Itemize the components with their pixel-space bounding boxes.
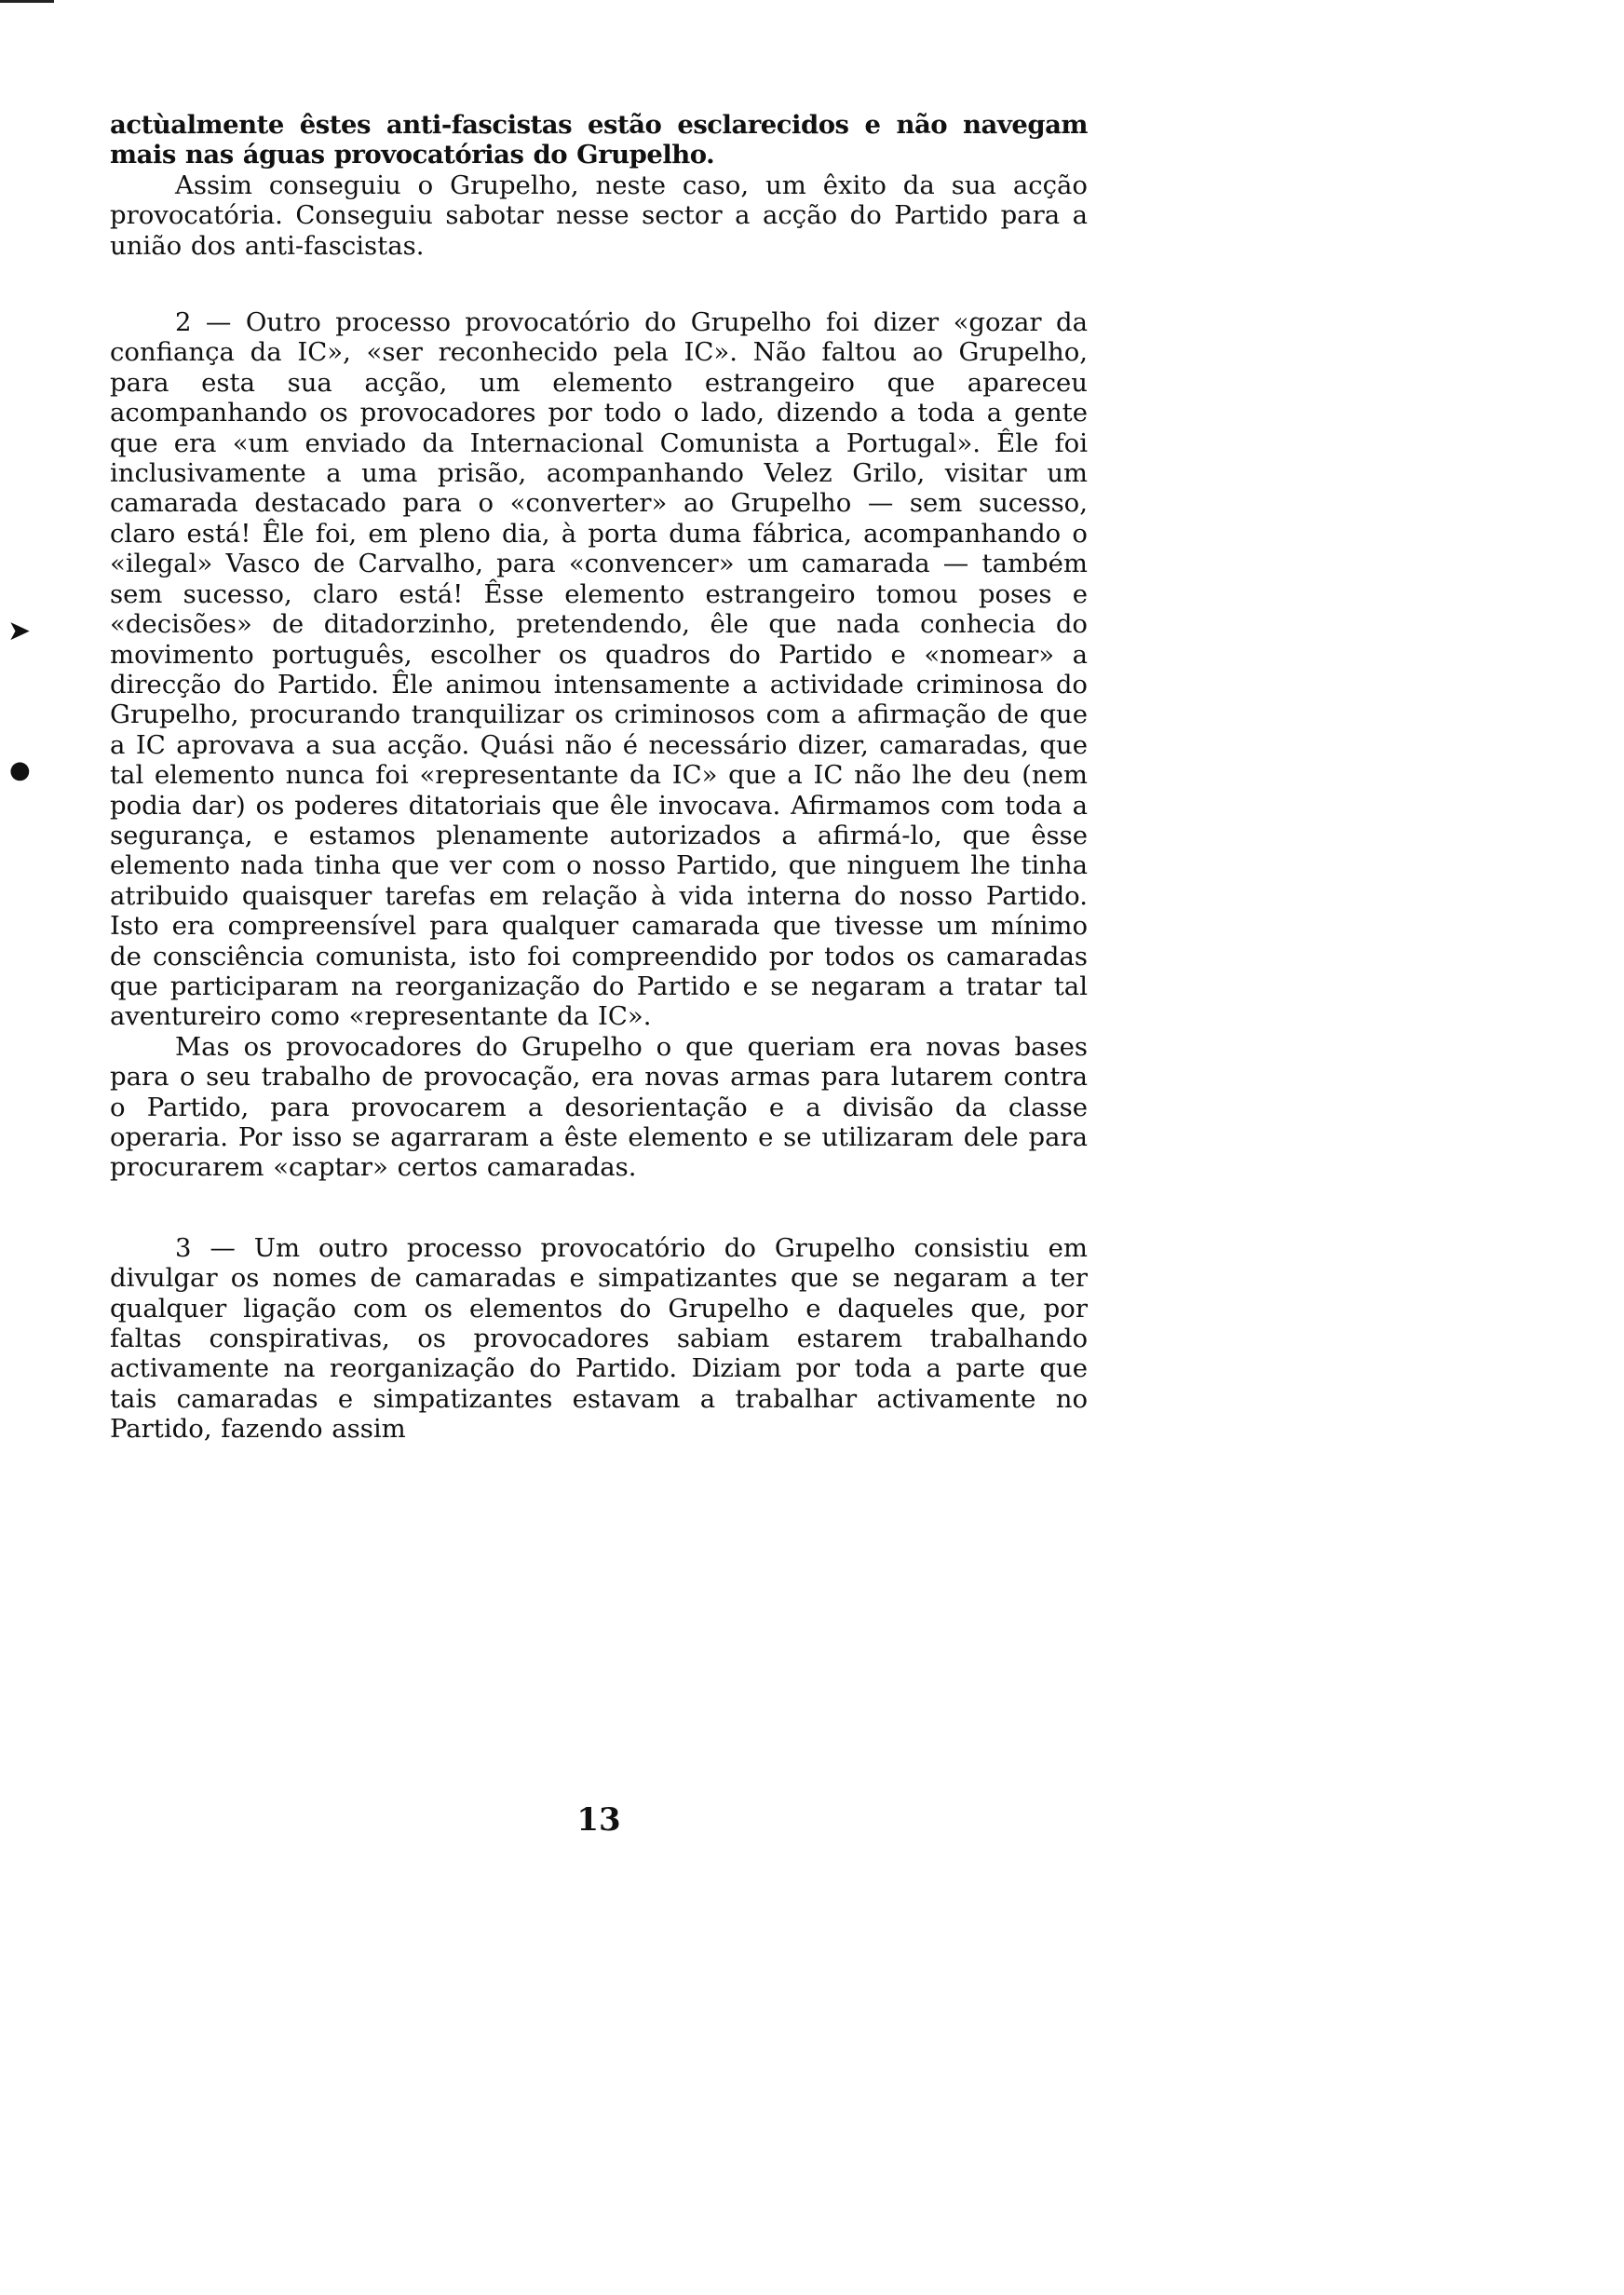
paragraph-section-3: 3 — Um outro processo provocatório do Grupelho consistiu em divulgar os nomes de camaradas e simpatizantes que se negaram a ter qualquer ligação com os elementos do Grupelho e daqueles que, por faltas conspirativas, os provocadores sabiam estarem trabalhando activamente na reorganização do Partido. Diziam por toda a parte que tais camaradas e simpatizantes estavam a trabalhar activamente no Partido, fazendo assim (110, 1232, 1088, 1445)
paragraph-section-2: 2 — Outro processo provocatório do Grupelho foi dizer «gozar da confiança da IC», «ser reconhecido pela IC». Não faltou ao Grupelho, para esta sua acção, um elemento estrangeiro que apareceu acompanhando os provocadores por todo o lado, dizendo a toda a gente que era «um enviado da Internacional Comunista a Portugal». Êle foi inclusivamente a uma prisão, acompanhando Velez Grilo, visitar um camarada destacado para o «converter» ao Grupelho — sem sucesso, claro está! Êle foi, em pleno dia, à porta duma fábrica, acompanhando o «ilegal» Vasco de Carvalho, para «convencer» um camarada — também sem sucesso, claro está! Êsse elemento estrangeiro tomou poses e «decisões» de ditadorzinho, pretendendo, êle que nada conhecia do movimento português, escolher os quadros do Partido e «nomear» a direcção do Partido. Êle animou intensamente a actividade criminosa do Grupelho, procurando tranquilizar os criminosos com a afirmação de que a IC aprovava a sua acção. Quási não é necessário dizer, camaradas, que tal elemento nunca foi «representante da IC» que a IC não lhe deu (nem podia dar) os poderes ditatoriais que êle invocava. Afirmamos com toda a segurança, e estamos plenamente autorizados a afirmá-lo, que êsse elemento nada tinha que ver com o nosso Partido, que ninguem lhe tinha atribuido quaisquer tarefas em relação à vida interna do nosso Partido. Isto era compreensível para qualquer camarada que tivesse um mínimo de consciência comunista, isto foi compreendido por todos os camaradas que participaram na reorganização do Partido e se negaram a tratar tal aventureiro como «representante da IC». (110, 307, 1088, 1032)
paragraph-success-summary: Assim conseguiu o Grupelho, neste caso, um êxito da sua acção provocatória. Conseguiu sabotar nesse sector a acção do Partido para a união dos anti-fascistas. (110, 170, 1088, 261)
paragraph-provocateurs: Mas os provocadores do Grupelho o que queriam era novas bases para o seu trabalho de provocação, era novas armas para lutarem contra o Partido, para provocarem a desorientação e a divisão da classe operaria. Por isso se agarraram a êste elemento e se utilizaram dele para procurarem «captar» certos camaradas. (110, 1031, 1088, 1183)
document-page (110, 110, 1088, 1839)
margin-dot-icon: ● (9, 756, 31, 784)
top-edge-rule (0, 0, 54, 3)
margin-pointer-icon: ➤ (7, 615, 32, 647)
page-number: 13 (576, 1801, 621, 1839)
paragraph-continuation: actùalmente êstes anti-fascistas estão esclarecidos e não navegam mais nas águas provocatórias do Grupelho. (110, 110, 1088, 170)
